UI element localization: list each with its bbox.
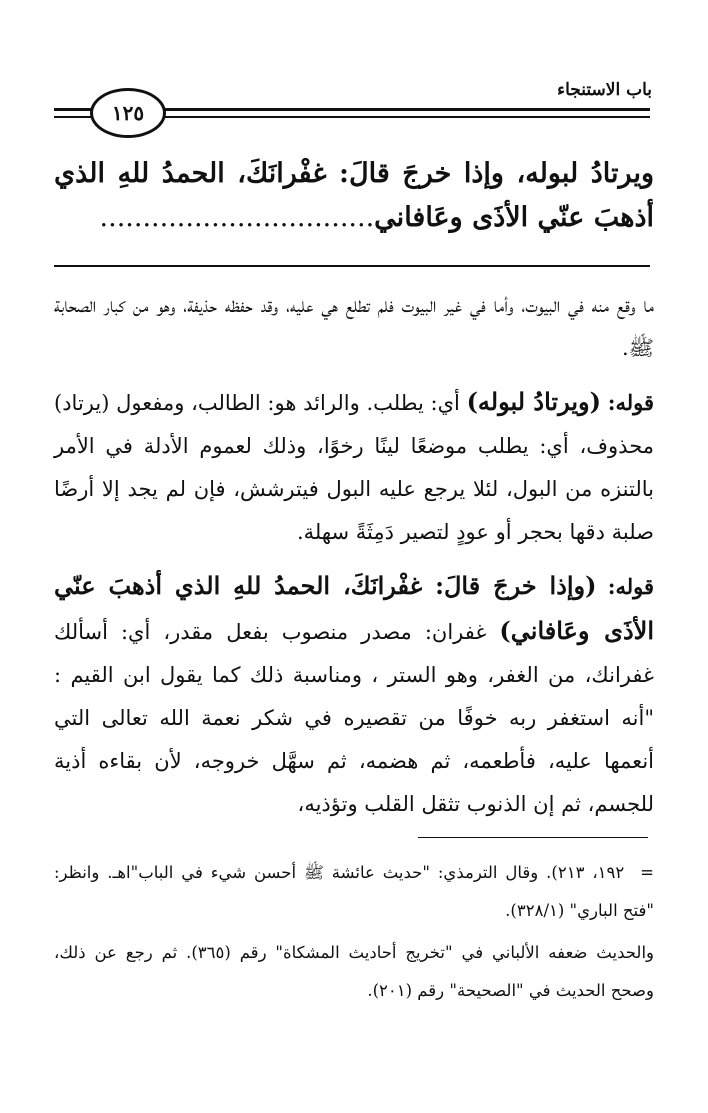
header-rule-thin-right (162, 116, 650, 118)
quoted-matn: (وإذا خرجَ قالَ: غفْرانَكَ، الحمدُ للهِ الذي أذهبَ عنّي الأذَى وعَافاني) (54, 571, 654, 645)
qawluhu-label: قوله: (607, 390, 654, 415)
page-number-badge (90, 88, 166, 138)
chapter-title: باب الاستنجاء (557, 80, 652, 100)
commentary-paragraph-1: ما وقع منه في البيوت، وأما في غير البيوت فلم تطلع هي عليه، وقد حفظه حذيفة، وهو من كبار الصحابة ﷺ. (54, 293, 654, 360)
footnote-continuation-marker: = (640, 863, 654, 882)
footnotes (54, 854, 654, 1014)
matn-hadith: ويرتادُ لبوله، وإذا خرجَ قالَ: غفْرانَكَ، الحمدُ للهِ الذي أذهبَ عنّي الأذَى وعَافاني (54, 158, 654, 233)
explanation-text: أي: يطلب. والرائد هو: الطالب، ومفعول (يرتاد) محذوف، أي: يطلب موضعًا لينًا رخوًا، وذلك لعموم الأدلة في الأمر بالتنزه من البول، لئلا يرجع عليه البول فيترشش، فإن لم يجد إلا أرضًا صلبة دقها بحجر أو عودٍ لتصير دَمِثَةً سهلة. (54, 391, 654, 544)
footnote-1 (54, 854, 654, 930)
matn-dots: ................................ (99, 202, 375, 233)
commentary-paragraph-2 (54, 380, 654, 554)
matn-text (54, 152, 654, 240)
quoted-matn: (ويرتادُ لبوله) (466, 387, 601, 416)
page-number: ١٢٥ (111, 101, 145, 125)
explanation-text: غفران: مصدر منصوب بفعل مقدر، أي: أسألك غفرانك، من الغفر، وهو الستر ، ومناسبة ذلك كما يقول ابن القيم : "أنه استغفر ربه خوفًا من تقصيره في شكر نعمة الله تعالى التي أنعمها عليه، فأطعمه، ثم هضمه، ثم سهَّل خروجه، لأن بقاءه أذية للجسم، ثم إن الذنوب تثقل القلب وتؤذيه، (54, 620, 654, 816)
footnote-2: والحديث ضعفه الألباني في "تخريج أحاديث المشكاة" رقم (٣٦٥). ثم رجع عن ذلك، وصحح الحديث في "الصحيحة" رقم (٢٠١). (54, 943, 654, 1000)
qawluhu-label: قوله: (607, 574, 654, 599)
commentary (54, 284, 654, 836)
matn-separator (54, 265, 650, 267)
header-rule-thick-right (162, 108, 650, 111)
header-rule-thick-left (54, 108, 94, 111)
header-rule-thin-left (54, 116, 94, 118)
footnote-separator (418, 837, 648, 838)
footnote-1-text: ١٩٢، ٢١٣). وقال الترمذي: "حديث عائشة ﷺ أحسن شيء في الباب"اهـ. وانظر: "فتح الباري" (٣٢٨/١). (54, 863, 654, 920)
commentary-paragraph-3 (54, 564, 654, 826)
